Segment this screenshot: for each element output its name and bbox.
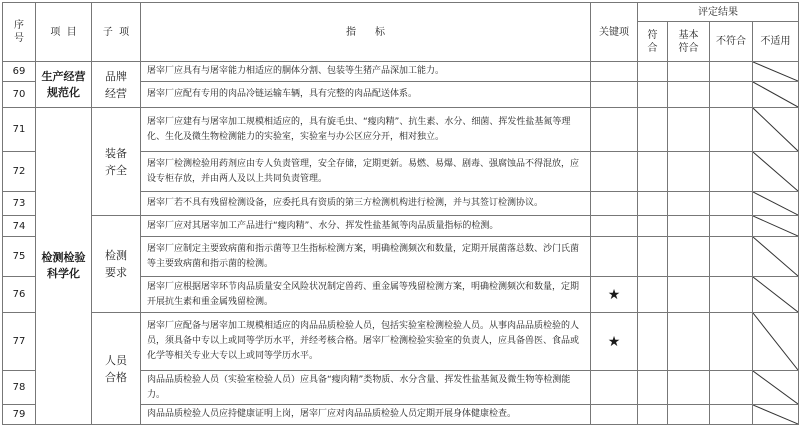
result-conform-cell[interactable] (638, 62, 668, 82)
result-na-cell[interactable] (753, 237, 799, 277)
row-number: 76 (3, 277, 36, 313)
row-number: 69 (3, 62, 36, 82)
result-basic-conform-cell[interactable] (668, 237, 710, 277)
result-conform-cell[interactable] (638, 216, 668, 237)
indicator-text: 屠宰厂若不具有残留检测设备，应委托具有资质的第三方检测机构进行检测，并与其签订检测协议。 (141, 192, 591, 216)
row-number: 74 (3, 216, 36, 237)
result-na-cell[interactable] (753, 82, 799, 108)
diagonal-line-icon (753, 371, 798, 404)
result-nonconform-cell[interactable] (710, 237, 753, 277)
indicator-text: 屠宰厂应配有专用的肉品冷链运输车辆，具有完整的肉品配送体系。 (141, 82, 591, 108)
result-basic-conform-cell[interactable] (668, 62, 710, 82)
indicator-text: 屠宰厂应具有与屠宰能力相适应的胴体分割、包装等生猪产品深加工能力。 (141, 62, 591, 82)
result-basic-conform-cell[interactable] (668, 371, 710, 405)
header-indicator: 指 标 (141, 3, 591, 62)
row-number: 73 (3, 192, 36, 216)
result-na-cell[interactable] (753, 108, 799, 152)
key-item-cell (591, 192, 638, 216)
row-number: 71 (3, 108, 36, 152)
result-nonconform-cell[interactable] (710, 108, 753, 152)
subitem-brand: 品牌 经营 (92, 62, 141, 108)
result-na-cell[interactable] (753, 277, 799, 313)
key-item-star-icon: ★ (591, 277, 638, 313)
result-basic-conform-cell[interactable] (668, 108, 710, 152)
result-na-cell[interactable] (753, 405, 799, 425)
result-nonconform-cell[interactable] (710, 192, 753, 216)
result-nonconform-cell[interactable] (710, 371, 753, 405)
row-number: 75 (3, 237, 36, 277)
indicator-text: 肉品品质检验人员应持健康证明上岗，屠宰厂应对肉品品质检验人员定期开展身体健康检查。 (141, 405, 591, 425)
result-nonconform-cell[interactable] (710, 152, 753, 192)
row-number: 78 (3, 371, 36, 405)
result-conform-cell[interactable] (638, 405, 668, 425)
result-na-cell[interactable] (753, 152, 799, 192)
row-number: 79 (3, 405, 36, 425)
diagonal-line-icon (753, 192, 798, 215)
category-production: 生产经营 规范化 (36, 62, 92, 108)
evaluation-table (2, 2, 799, 425)
header-result-nonconform: 不符合 (710, 22, 753, 62)
header-seq: 序 号 (3, 3, 36, 62)
result-basic-conform-cell[interactable] (668, 313, 710, 371)
table-row (3, 62, 799, 82)
result-conform-cell[interactable] (638, 277, 668, 313)
key-item-cell (591, 371, 638, 405)
key-item-cell (591, 82, 638, 108)
diagonal-line-icon (753, 62, 798, 81)
indicator-text: 屠宰厂检测检验用药剂应由专人负责管理，安全存储，定期更新。易燃、易爆、剧毒、强腐蚀品不得混放，应设专柜存放，并由两人及以上共同负责管理。 (141, 152, 591, 192)
result-conform-cell[interactable] (638, 152, 668, 192)
result-basic-conform-cell[interactable] (668, 277, 710, 313)
diagonal-line-icon (753, 277, 798, 312)
diagonal-line-icon (753, 405, 798, 424)
row-number: 77 (3, 313, 36, 371)
subitem-personnel: 人员 合格 (92, 313, 141, 425)
indicator-text: 屠宰厂应根据屠宰环节肉品质量安全风险状况制定兽药、重金属等残留检测方案，明确检测频次和数量，定期开展抗生素和重金属残留检测。 (141, 277, 591, 313)
result-conform-cell[interactable] (638, 371, 668, 405)
header-key-item: 关键项 (591, 3, 638, 62)
result-na-cell[interactable] (753, 313, 799, 371)
indicator-text: 肉品品质检验人员（实验室检验人员）应具备“瘦肉精”类物质、水分含量、挥发性盐基氮及微生物等检测能力。 (141, 371, 591, 405)
key-item-cell (591, 237, 638, 277)
result-na-cell[interactable] (753, 216, 799, 237)
result-nonconform-cell[interactable] (710, 82, 753, 108)
result-na-cell[interactable] (753, 192, 799, 216)
header-result-not-applicable: 不适用 (753, 22, 799, 62)
result-basic-conform-cell[interactable] (668, 405, 710, 425)
diagonal-line-icon (753, 108, 798, 151)
header-subitem: 子 项 (92, 3, 141, 62)
indicator-text: 屠宰厂应建有与屠宰加工规模相适应的，具有旋毛虫、“瘦肉精”、抗生素、水分、细菌、挥发性盐基氮等理化、生化及微生物检测能力的实验室，实验室与办公区应分开，相对独立。 (141, 108, 591, 152)
row-number: 70 (3, 82, 36, 108)
result-basic-conform-cell[interactable] (668, 152, 710, 192)
result-nonconform-cell[interactable] (710, 277, 753, 313)
diagonal-line-icon (753, 313, 798, 370)
diagonal-line-icon (753, 237, 798, 276)
result-nonconform-cell[interactable] (710, 216, 753, 237)
key-item-cell (591, 405, 638, 425)
result-basic-conform-cell[interactable] (668, 216, 710, 237)
key-item-cell (591, 108, 638, 152)
result-conform-cell[interactable] (638, 192, 668, 216)
diagonal-line-icon (753, 152, 798, 191)
category-testing: 检测检验 科学化 (36, 108, 92, 425)
table-row (3, 216, 799, 237)
result-nonconform-cell[interactable] (710, 62, 753, 82)
table-row (3, 313, 799, 371)
header-project: 项 目 (36, 3, 92, 62)
diagonal-line-icon (753, 82, 798, 107)
key-item-cell (591, 216, 638, 237)
subitem-testing-requirements: 检测 要求 (92, 216, 141, 313)
table-row (3, 108, 799, 152)
key-item-cell (591, 62, 638, 82)
result-conform-cell[interactable] (638, 108, 668, 152)
key-item-cell (591, 152, 638, 192)
header-result: 评定结果 (638, 3, 799, 22)
indicator-text: 屠宰厂应配备与屠宰加工规模相适应的肉品品质检验人员，包括实验室检测检验人员。从事肉品品质检验的人员，须具备中专以上或同等学历水平，并经考核合格。屠宰厂检测检验实验室的负责人，应具备兽医、食品或化学等相关专业大专以上或同等学历水平。 (141, 313, 591, 371)
result-basic-conform-cell[interactable] (668, 82, 710, 108)
indicator-text: 屠宰厂应制定主要致病菌和指示菌等卫生指标检测方案，明确检测频次和数量，定期开展菌落总数、沙门氏菌等主要致病菌和指示菌的检测。 (141, 237, 591, 277)
result-nonconform-cell[interactable] (710, 313, 753, 371)
result-nonconform-cell[interactable] (710, 405, 753, 425)
result-basic-conform-cell[interactable] (668, 192, 710, 216)
header-result-basic-conform: 基本 符合 (668, 22, 710, 62)
diagonal-line-icon (753, 216, 798, 236)
indicator-text: 屠宰厂应对其屠宰加工产品进行“瘦肉精”、水分、挥发性盐基氮等肉品质量指标的检测。 (141, 216, 591, 237)
subitem-equipment: 装备 齐全 (92, 108, 141, 216)
header-result-conform: 符 合 (638, 22, 668, 62)
result-na-cell[interactable] (753, 371, 799, 405)
row-number: 72 (3, 152, 36, 192)
result-conform-cell[interactable] (638, 313, 668, 371)
result-conform-cell[interactable] (638, 237, 668, 277)
result-na-cell[interactable] (753, 62, 799, 82)
result-conform-cell[interactable] (638, 82, 668, 108)
key-item-star-icon: ★ (591, 313, 638, 371)
